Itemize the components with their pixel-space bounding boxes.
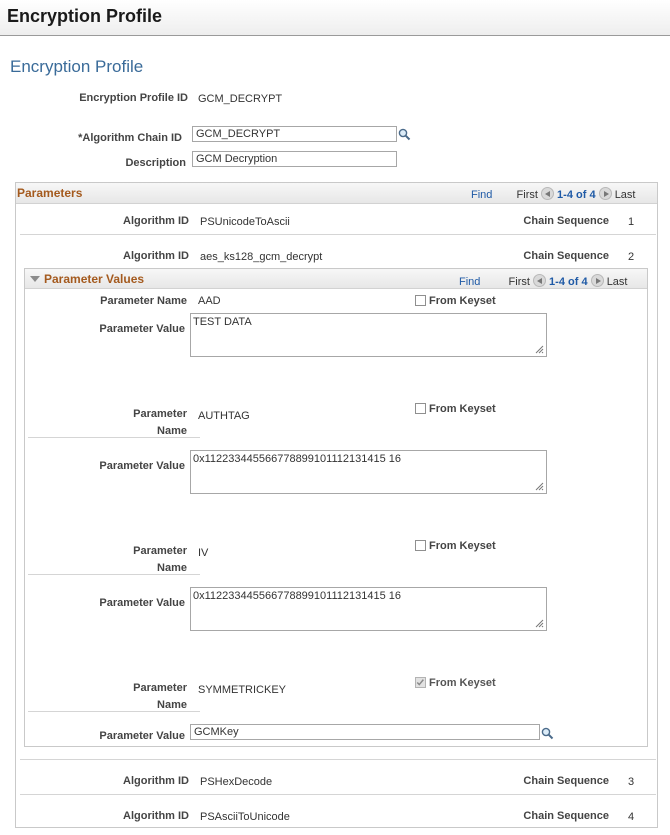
row-separator [20, 759, 656, 760]
algorithm-id-label: Algorithm ID [123, 810, 189, 822]
parameter-value-label: Parameter Value [99, 597, 185, 609]
resize-grip-icon[interactable] [534, 481, 544, 491]
description-label: Description [125, 157, 186, 169]
page-title: Encryption Profile [10, 57, 144, 76]
parameter-name-label: Parameter Name [100, 295, 187, 307]
parameter-name-label-line1: Parameter [133, 545, 187, 557]
parameter-name-value: SYMMETRICKEY [198, 684, 287, 696]
chain-sequence-value: 4 [628, 811, 635, 823]
parameters-last-label: Last [614, 189, 636, 201]
field-underline [28, 711, 200, 712]
resize-grip-icon[interactable] [534, 344, 544, 354]
algorithm-id-label: Algorithm ID [123, 215, 189, 227]
parameter-name-label-line1: Parameter [133, 682, 187, 694]
parameter-values-find-link[interactable]: Find [459, 276, 481, 288]
checkmark-icon [416, 678, 425, 687]
from-keyset-checkbox [415, 677, 426, 688]
parameter-value-text: 0x112233445566778899101112131415 16 [193, 590, 401, 602]
algorithm-id-value: aes_ks128_gcm_decrypt [200, 251, 323, 263]
chain-sequence-label: Chain Sequence [523, 810, 609, 822]
algorithm-id-label: Algorithm ID [123, 250, 189, 262]
chain-sequence-value: 2 [628, 251, 635, 263]
chain-sequence-value: 3 [628, 776, 635, 788]
parameter-values-first-label: First [508, 276, 530, 288]
algorithm-id-value: PSHexDecode [200, 776, 273, 788]
parameter-value-label: Parameter Value [99, 730, 185, 742]
from-keyset-checkbox[interactable] [415, 540, 426, 551]
chain-sequence-value: 1 [628, 216, 635, 228]
parameters-next-icon[interactable] [599, 187, 612, 200]
row-separator [20, 794, 656, 795]
field-underline [28, 574, 200, 575]
parameter-name-label-line2: Name [157, 699, 187, 711]
parameter-value-input[interactable]: GCMKey [190, 724, 540, 740]
profile-id-value: GCM_DECRYPT [198, 93, 283, 105]
collapse-triangle-icon[interactable] [30, 276, 40, 282]
profile-id-label: Encryption Profile ID [79, 92, 188, 104]
from-keyset-label: From Keyset [429, 403, 496, 415]
parameters-row-count: 1-4 of 4 [557, 189, 596, 201]
parameter-value-textarea[interactable] [190, 450, 547, 494]
algorithm-id-value: PSAsciiToUnicode [200, 811, 290, 823]
row-separator [20, 234, 656, 235]
resize-grip-icon[interactable] [534, 618, 544, 628]
parameter-name-label-line1: Parameter [133, 408, 187, 420]
parameters-nav [471, 187, 635, 201]
parameter-name-value: AAD [198, 295, 221, 307]
from-keyset-label: From Keyset [429, 677, 496, 689]
parameter-values-row-count: 1-4 of 4 [549, 276, 588, 288]
parameter-values-next-icon[interactable] [591, 274, 604, 287]
parameter-value-label: Parameter Value [99, 323, 185, 335]
parameter-name-label [30, 680, 187, 714]
window-title: Encryption Profile [7, 6, 163, 26]
parameter-name-label [30, 406, 187, 440]
chain-sequence-label: Chain Sequence [523, 775, 609, 787]
from-keyset-checkbox[interactable] [415, 295, 426, 306]
from-keyset-label: From Keyset [429, 295, 496, 307]
parameter-value-label: Parameter Value [99, 460, 185, 472]
parameter-value-textarea[interactable] [190, 313, 547, 357]
parameter-name-label-line2: Name [157, 562, 187, 574]
parameter-values-nav [459, 274, 627, 288]
parameter-value-textarea[interactable] [190, 587, 547, 631]
parameter-name-label-line2: Name [157, 425, 187, 437]
parameter-value-lookup-icon[interactable] [541, 727, 554, 740]
algorithm-chain-id-label: *Algorithm Chain ID [78, 132, 182, 144]
algorithm-id-label: Algorithm ID [123, 775, 189, 787]
parameters-find-link[interactable]: Find [471, 189, 493, 201]
parameter-name-value: IV [198, 547, 209, 559]
parameter-value-text: TEST DATA [193, 316, 252, 328]
parameter-value-text: 0x112233445566778899101112131415 16 [193, 453, 401, 465]
parameters-title: Parameters [17, 186, 83, 200]
algorithm-id-value: PSUnicodeToAscii [200, 216, 290, 228]
parameter-name-value: AUTHTAG [198, 410, 250, 422]
parameter-name-label [30, 543, 187, 577]
description-input[interactable]: GCM Decryption [192, 151, 397, 167]
parameter-values-last-label: Last [606, 276, 628, 288]
chain-sequence-label: Chain Sequence [523, 215, 609, 227]
chain-sequence-label: Chain Sequence [523, 250, 609, 262]
parameter-values-title: Parameter Values [44, 272, 145, 286]
field-underline [28, 437, 200, 438]
parameters-first-label: First [516, 189, 538, 201]
parameter-values-prev-icon[interactable] [533, 274, 546, 287]
chain-id-lookup-icon[interactable] [398, 128, 411, 141]
parameters-prev-icon[interactable] [541, 187, 554, 200]
from-keyset-checkbox[interactable] [415, 403, 426, 414]
algorithm-chain-id-input[interactable]: GCM_DECRYPT [192, 126, 397, 142]
from-keyset-label: From Keyset [429, 540, 496, 552]
